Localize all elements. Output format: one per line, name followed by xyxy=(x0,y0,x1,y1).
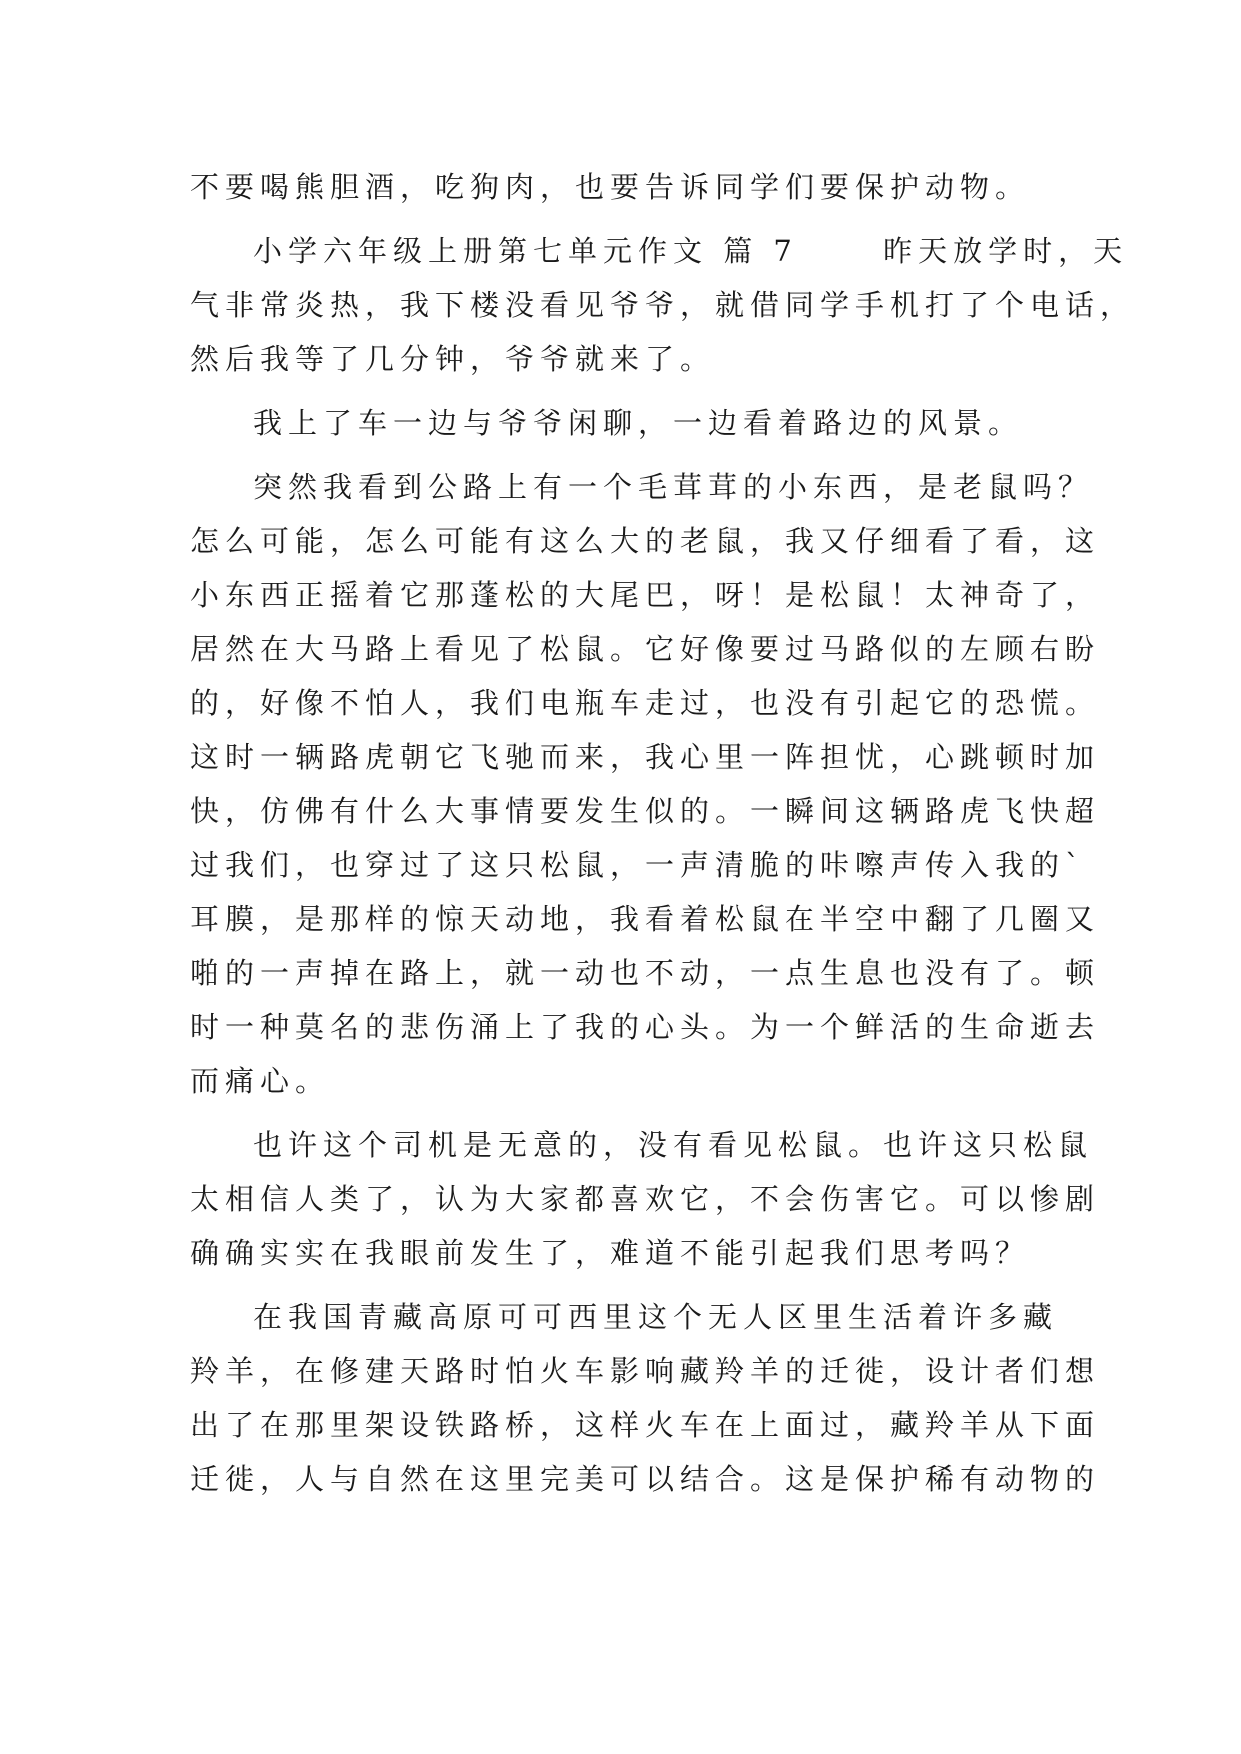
text-line: 出了在那里架设铁路桥，这样火车在上面过，藏羚羊从下面 xyxy=(190,1408,1101,1442)
text-line: 羚羊，在修建天路时怕火车影响藏羚羊的迁徙，设计者们想 xyxy=(190,1354,1101,1388)
text-line: 迁徙，人与自然在这里完美可以结合。这是保护稀有动物的 xyxy=(190,1462,1101,1496)
text-line: 确确实实在我眼前发生了，难道不能引起我们思考吗？ xyxy=(190,1236,1031,1270)
text-line: 太相信人类了，认为大家都喜欢它，不会伤害它。可以惨剧 xyxy=(190,1182,1101,1216)
text-line: 这时一辆路虎朝它飞驰而来，我心里一阵担忧，心跳顿时加 xyxy=(190,740,1101,774)
text-line: 小东西正摇着它那蓬松的大尾巴，呀！是松鼠！太神奇了， xyxy=(190,578,1101,612)
text-line: 而痛心。 xyxy=(190,1064,331,1098)
text-line: 快，仿佛有什么大事情要发生似的。一瞬间这辆路虎飞快超 xyxy=(190,794,1101,828)
text-line: 气非常炎热，我下楼没看见爷爷，就借同学手机打了个电话， xyxy=(190,288,1136,322)
text-line: 耳膜，是那样的惊天动地，我看着松鼠在半空中翻了几圈又 xyxy=(190,902,1101,936)
text-line: 然后我等了几分钟，爷爷就来了。 xyxy=(190,342,716,376)
text-line: 小学六年级上册第七单元作文 篇 7 昨天放学时，天 xyxy=(253,234,1129,268)
text-line: 也许这个司机是无意的，没有看见松鼠。也许这只松鼠 xyxy=(253,1128,1094,1162)
text-line: 过我们，也穿过了这只松鼠，一声清脆的咔嚓声传入我的` xyxy=(190,848,1086,882)
text-line: 不要喝熊胆酒，吃狗肉，也要告诉同学们要保护动物。 xyxy=(190,170,1031,204)
text-line: 在我国青藏高原可可西里这个无人区里生活着许多藏 xyxy=(253,1300,1059,1334)
text-line: 怎么可能，怎么可能有这么大的老鼠，我又仔细看了看，这 xyxy=(190,524,1101,558)
document-page xyxy=(190,160,1136,1506)
text-line: 居然在大马路上看见了松鼠。它好像要过马路似的左顾右盼 xyxy=(190,632,1101,666)
text-line: 时一种莫名的悲伤涌上了我的心头。为一个鲜活的生命逝去 xyxy=(190,1010,1101,1044)
text-line: 啪的一声掉在路上，就一动也不动，一点生息也没有了。顿 xyxy=(190,956,1101,990)
text-line: 的，好像不怕人，我们电瓶车走过，也没有引起它的恐慌。 xyxy=(190,686,1101,720)
text-line: 突然我看到公路上有一个毛茸茸的小东西，是老鼠吗？ xyxy=(253,470,1094,504)
text-line: 我上了车一边与爷爷闲聊，一边看着路边的风景。 xyxy=(253,406,1024,440)
